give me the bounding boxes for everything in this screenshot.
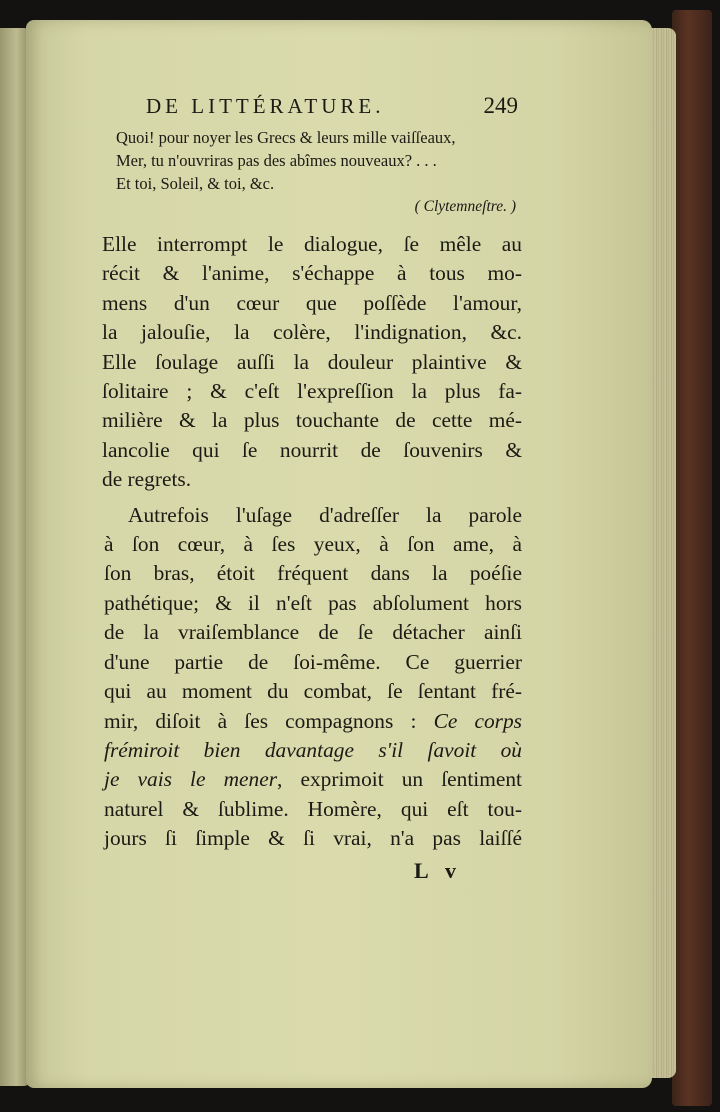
text-line: ſon bras, étoit fréquent dans la poéſie bbox=[104, 561, 522, 586]
text-line: mens d'un cœur que poſſède l'amour, bbox=[102, 290, 522, 315]
verse-line: Quoi! pour noyer les Grecs & leurs mille vaiſſeaux, bbox=[116, 128, 456, 147]
italic-quote: frémiroit bien davantage s'il ſavoit où bbox=[104, 737, 522, 762]
text-line: ſolitaire ; & c'eſt l'expreſſion la plus fa- bbox=[102, 379, 522, 404]
text-line: de la vraiſemblance de ſe détacher ainſi bbox=[104, 620, 522, 645]
running-title: DE LITTÉRATURE. bbox=[146, 94, 385, 118]
text-line: Elle interrompt le dialogue, ſe mêle au bbox=[102, 232, 522, 256]
text-fragment: mir, diſoit à ſes compagnons : bbox=[104, 708, 417, 733]
text-line: naturel & ſublime. Homère, qui eſt tou- bbox=[104, 796, 522, 821]
text-line bbox=[104, 736, 522, 765]
text-line: qui au moment du combat, ſe ſentant fré- bbox=[104, 679, 522, 704]
text-line: Autrefois l'uſage d'adreſſer la parole bbox=[128, 502, 522, 527]
text-line: d'une partie de ſoi-même. Ce guerrier bbox=[104, 649, 522, 674]
italic-quote: je vais le mener bbox=[104, 767, 278, 792]
text-line: récit & l'anime, s'échappe à tous mo- bbox=[102, 261, 522, 286]
text-line bbox=[104, 707, 522, 736]
verse-line: Et toi, Soleil, & toi, &c. bbox=[116, 174, 275, 193]
verse-quotation bbox=[116, 126, 522, 195]
text-line: pathétique; & il n'eſt pas abſolument hors bbox=[104, 590, 522, 615]
text-line: à ſon cœur, à ſes yeux, à ſon ame, à bbox=[104, 532, 522, 557]
running-header bbox=[90, 86, 522, 126]
text-line: de regrets. bbox=[102, 467, 192, 492]
verse-line: Mer, tu n'ouvriras pas des abîmes nouveaux? . . . bbox=[116, 151, 437, 170]
signature-mark: L v bbox=[414, 857, 462, 883]
text-line: milière & la plus touchante de cette mé- bbox=[102, 408, 522, 433]
paragraph bbox=[102, 230, 522, 495]
paragraph bbox=[104, 501, 522, 854]
italic-quote: Ce corps bbox=[433, 708, 523, 733]
text-line bbox=[104, 765, 522, 794]
page-number: 249 bbox=[483, 93, 518, 118]
page-text bbox=[90, 86, 522, 884]
verse-source: ( Clytemneſtre. ) bbox=[414, 198, 516, 215]
text-line: lancolie qui ſe nourrit de ſouvenirs & bbox=[102, 437, 522, 462]
text-fragment: , exprimoit un ſentiment bbox=[277, 767, 522, 792]
text-line: la jalouſie, la colère, l'indignation, &c. bbox=[102, 320, 522, 345]
text-line: jours ſi ſimple & ſi vrai, n'a pas laiſſé bbox=[104, 826, 522, 851]
book-cover bbox=[672, 10, 712, 1106]
text-line: Elle ſoulage auſſi la douleur plaintive & bbox=[102, 349, 522, 374]
